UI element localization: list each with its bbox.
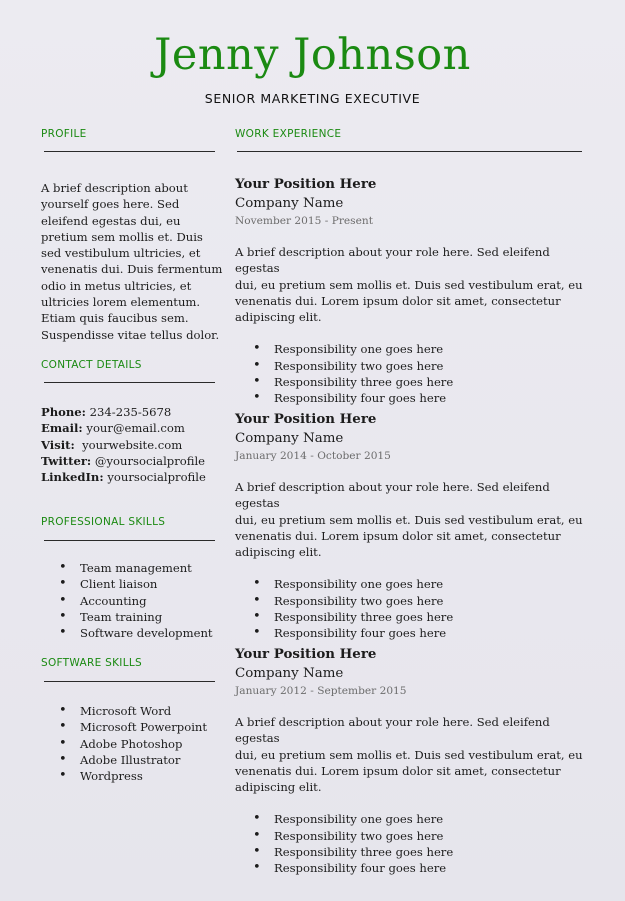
contact-label: Twitter: — [41, 453, 92, 468]
job-company: Company Name — [235, 431, 344, 446]
list-item: • Responsibility two goes here — [274, 828, 590, 844]
profile-line: venenatis dui. Duis fermentum — [41, 262, 223, 277]
software-skills-heading: SOFTWARE SKILLS — [41, 657, 142, 669]
professional-skills-divider — [44, 540, 215, 541]
software-skills-list — [80, 703, 230, 784]
job-description-line: adipiscing elit. — [235, 310, 322, 325]
job-entry — [235, 175, 590, 407]
contact-label: Email: — [41, 421, 83, 436]
list-item: • Team management — [80, 560, 230, 576]
contact-details — [41, 404, 226, 485]
job-dates: January 2012 - September 2015 — [235, 685, 407, 697]
list-item: • Responsibility three goes here — [274, 844, 590, 860]
list-item: • Microsoft Word — [80, 703, 230, 719]
list-item: • Software development — [80, 625, 230, 641]
contact-email — [41, 420, 226, 436]
list-item: • Microsoft Powerpoint — [80, 719, 230, 735]
list-item: • Responsibility four goes here — [274, 625, 590, 641]
list-item: • Responsibility four goes here — [274, 860, 590, 876]
list-item: • Responsibility three goes here — [274, 609, 590, 625]
profile-line: Suspendisse vitae tellus dolor. — [41, 327, 220, 342]
job-description-line: A brief description about your role here. Sed eleifend egestas — [235, 715, 550, 746]
profile-line: odio in metus ultricies, et — [41, 278, 192, 293]
contact-phone — [41, 404, 226, 420]
contact-value: @yoursocialprofile — [91, 453, 206, 468]
work-experience-heading: WORK EXPERIENCE — [235, 128, 342, 140]
contact-twitter — [41, 453, 226, 469]
job-company: Company Name — [235, 196, 344, 211]
contact-label: Visit: — [41, 437, 75, 452]
profile-line: ultricies lorem elementum. — [41, 295, 201, 310]
professional-skills-heading: PROFESSIONAL SKILLS — [41, 516, 166, 528]
contact-value: 234-235-5678 — [85, 405, 172, 419]
list-item: • Responsibility two goes here — [274, 358, 590, 374]
list-item: • Accounting — [80, 593, 230, 609]
profile-line: eleifend egestas dui, eu — [41, 213, 181, 228]
job-description-line: A brief description about your role here. Sed eleifend egestas — [235, 480, 550, 511]
list-item: • Wordpress — [80, 768, 230, 784]
list-item: • Team training — [80, 609, 230, 625]
resume-name: Jenny Johnson — [154, 30, 471, 80]
job-description-line: adipiscing elit. — [235, 545, 322, 560]
profile-line: sed vestibulum ultricies, et — [41, 246, 201, 261]
list-item: • Responsibility one goes here — [274, 576, 590, 592]
job-entry — [235, 645, 590, 877]
software-skills-divider — [44, 681, 215, 682]
job-description — [235, 714, 590, 795]
list-item: • Client liaison — [80, 576, 230, 592]
profile-line: Etiam quis faucibus sem. — [41, 311, 189, 326]
job-description-line: A brief description about your role here. Sed eleifend egestas — [235, 245, 550, 276]
job-responsibilities — [274, 341, 590, 406]
contact-label: Phone: — [41, 405, 86, 419]
job-entry — [235, 410, 590, 642]
list-item: • Responsibility two goes here — [274, 593, 590, 609]
profile-line: pretium sem mollis et. Duis — [41, 229, 203, 244]
resume-title: SENIOR MARKETING EXECUTIVE — [204, 91, 421, 106]
contact-value: your@email.com — [82, 421, 185, 436]
job-description-line: adipiscing elit. — [235, 780, 322, 795]
profile-line: A brief description about — [41, 181, 188, 195]
job-position: Your Position Here — [235, 411, 377, 427]
profile-heading: PROFILE — [41, 128, 87, 140]
job-description-line: venenatis dui. Lorem ipsum dolor sit amet, consectetur — [235, 528, 561, 543]
contact-value: yourwebsite.com — [74, 437, 183, 452]
job-dates: January 2014 - October 2015 — [235, 450, 391, 462]
job-dates: November 2015 - Present — [235, 215, 373, 227]
contact-value: yoursocialprofile — [103, 470, 206, 485]
job-position: Your Position Here — [235, 646, 377, 662]
profile-line: yourself goes here. Sed — [41, 197, 180, 212]
list-item: • Responsibility four goes here — [274, 390, 590, 406]
list-item: • Adobe Illustrator — [80, 752, 230, 768]
professional-skills-list — [80, 560, 230, 641]
job-description — [235, 244, 590, 325]
list-item: • Responsibility one goes here — [274, 341, 590, 357]
job-description-line: venenatis dui. Lorem ipsum dolor sit amet, consectetur — [235, 293, 561, 308]
job-description-line: dui, eu pretium sem mollis et. Duis sed vestibulum erat, eu — [235, 512, 583, 527]
job-description — [235, 479, 590, 560]
job-description-line: dui, eu pretium sem mollis et. Duis sed vestibulum erat, eu — [235, 277, 583, 292]
profile-text — [41, 180, 226, 343]
job-responsibilities — [274, 811, 590, 876]
list-item: • Adobe Photoshop — [80, 736, 230, 752]
contact-label: LinkedIn: — [41, 470, 104, 485]
job-description-line: venenatis dui. Lorem ipsum dolor sit amet, consectetur — [235, 763, 561, 778]
list-item: • Responsibility three goes here — [274, 374, 590, 390]
contact-heading: CONTACT DETAILS — [41, 359, 142, 371]
job-responsibilities — [274, 576, 590, 641]
job-company: Company Name — [235, 666, 344, 681]
job-description-line: dui, eu pretium sem mollis et. Duis sed vestibulum erat, eu — [235, 747, 583, 762]
list-item: • Responsibility one goes here — [274, 811, 590, 827]
contact-website — [41, 437, 226, 453]
contact-linkedin — [41, 469, 226, 485]
profile-divider — [44, 151, 215, 152]
contact-divider — [44, 382, 215, 383]
work-experience-divider — [237, 151, 582, 152]
job-position: Your Position Here — [235, 176, 377, 192]
